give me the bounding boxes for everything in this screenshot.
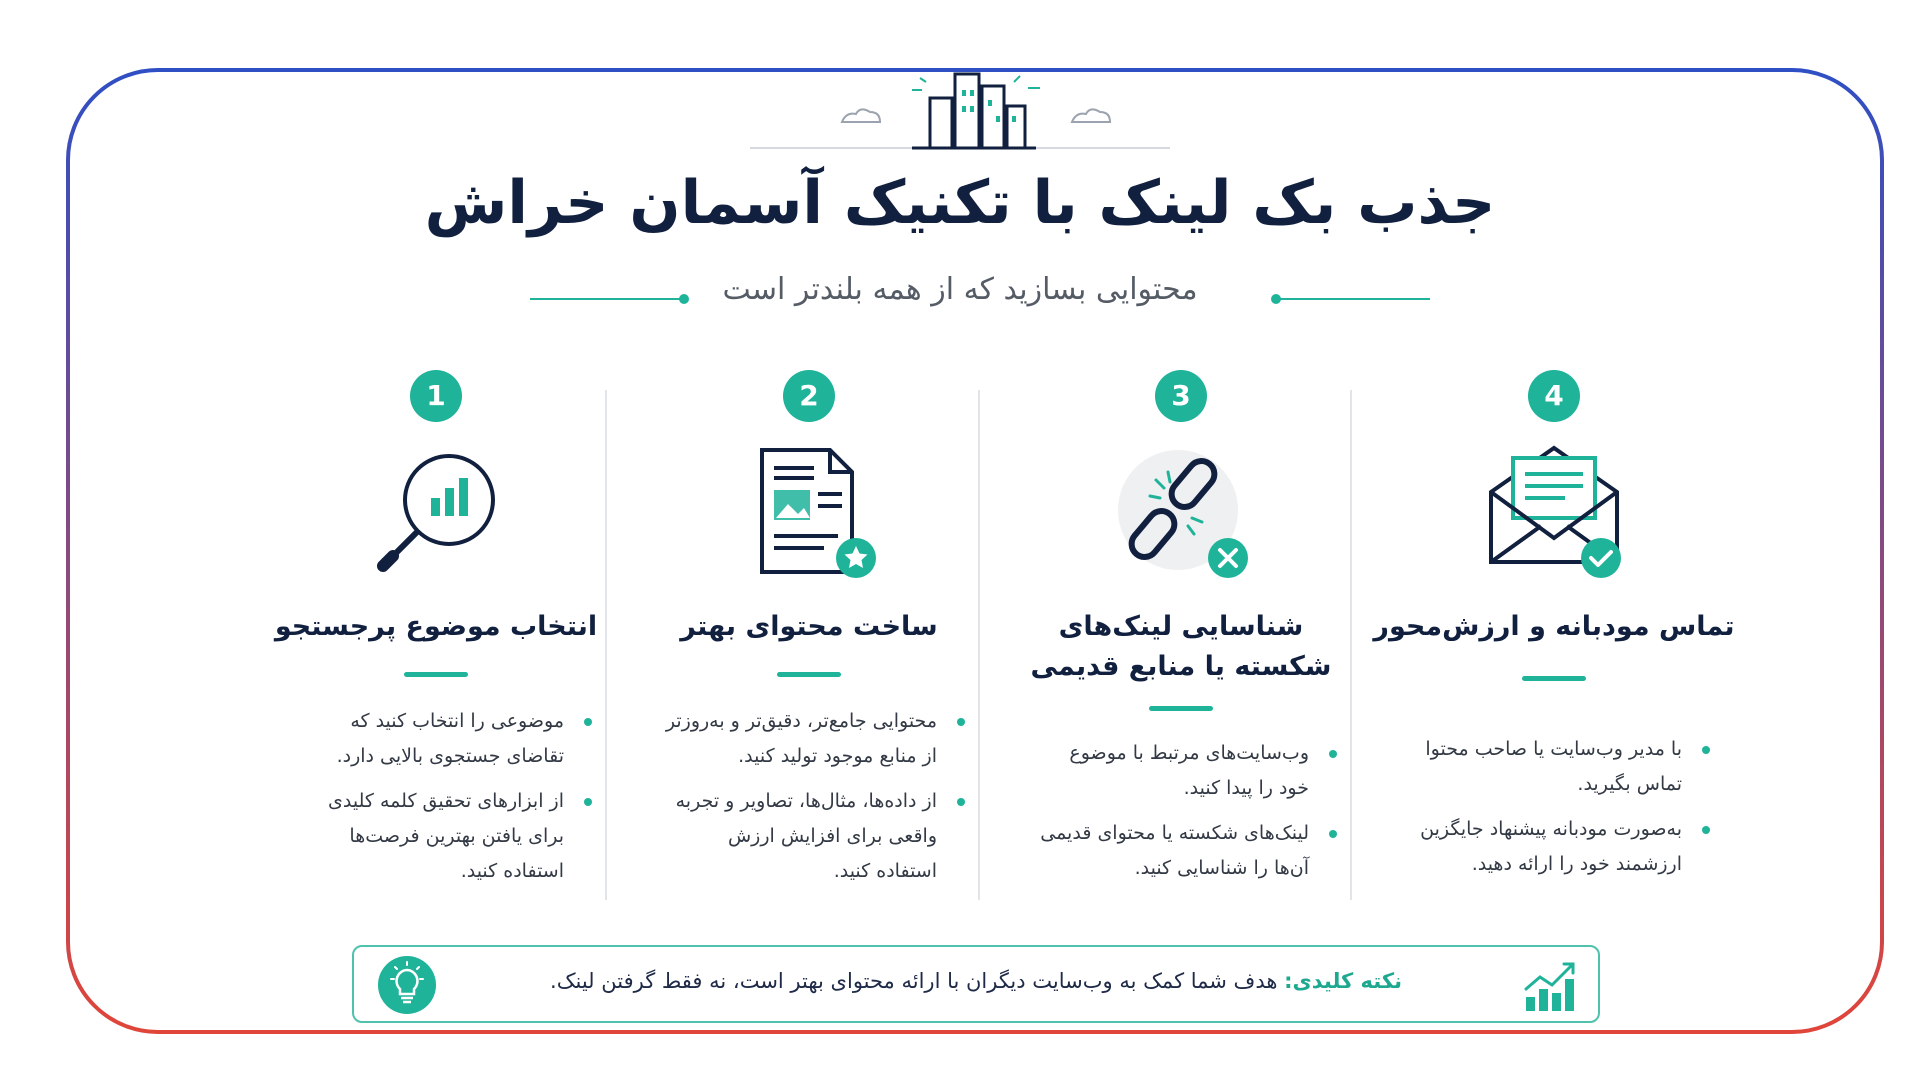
envelope-check-icon [1479, 440, 1629, 590]
page-title: جذب بک لینک با تکنیک آسمان خراش [424, 168, 1496, 238]
growth-chart-icon [1522, 959, 1578, 1013]
step-title: شناسایی لینک‌های شکسته یا منابع قدیمی [1030, 611, 1332, 682]
list-item: از داده‌ها، مثال‌ها، تصاویر و تجربه واقعی برای افزایش ارزش استفاده کنید. [663, 784, 965, 889]
step-bullets [663, 704, 965, 899]
title-underline [777, 672, 841, 677]
lightbulb-icon [378, 956, 436, 1014]
list-item: محتوایی جامع‌تر، دقیق‌تر و به‌روزتر از منابع موجود تولید کنید. [663, 704, 965, 774]
list-item: به‌صورت مودبانه پیشنهاد جایگزین ارزشمند خود را ارائه دهید. [1408, 812, 1710, 882]
step-number-badge: 4 [1528, 370, 1580, 422]
step-1 [250, 360, 622, 900]
title-underline [404, 672, 468, 677]
key-note-label: نکته کلیدی: [1284, 969, 1402, 993]
document-star-icon [734, 440, 884, 590]
key-note-box [352, 945, 1600, 1023]
broken-link-icon [1106, 440, 1256, 590]
title-underline [1522, 676, 1586, 681]
list-item: موضوعی را انتخاب کنید که تقاضای جستجوی بالایی دارد. [290, 704, 592, 774]
key-note-body: هدف شما کمک به وب‌سایت دیگران با ارائه محتوای بهتر است، نه فقط گرفتن لینک. [550, 969, 1278, 993]
title-underline [1149, 706, 1213, 711]
step-2 [623, 360, 995, 900]
page-subtitle: محتوایی بسازید که از همه بلندتر است [722, 272, 1198, 307]
step-bullets [290, 704, 592, 899]
skyline-icon [0, 60, 1920, 160]
step-4 [1368, 360, 1740, 900]
subtitle-block [0, 272, 1920, 322]
step-title: ساخت محتوای بهتر [680, 611, 938, 642]
step-number-badge: 1 [410, 370, 462, 422]
step-number-badge: 3 [1155, 370, 1207, 422]
list-item: با مدیر وب‌سایت یا صاحب محتوا تماس بگیرید. [1408, 732, 1710, 802]
step-bullets [1035, 736, 1337, 896]
magnifier-chart-icon [361, 440, 511, 590]
step-bullets [1408, 732, 1710, 892]
step-number-badge: 2 [783, 370, 835, 422]
list-item: از ابزارهای تحقیق کلمه کلیدی برای یافتن بهترین فرصت‌ها استفاده کنید. [290, 784, 592, 889]
steps-row [250, 360, 1740, 920]
key-note-text [464, 969, 1488, 993]
list-item: وب‌سایت‌های مرتبط با موضوع خود را پیدا کنید. [1035, 736, 1337, 806]
list-item: لینک‌های شکسته یا محتوای قدیمی آن‌ها را شناسایی کنید. [1035, 816, 1337, 886]
step-title: تماس مودبانه و ارزش‌محور [1373, 611, 1735, 642]
step-title: انتخاب موضوع پرجستجو [274, 611, 598, 642]
step-3 [995, 360, 1367, 900]
